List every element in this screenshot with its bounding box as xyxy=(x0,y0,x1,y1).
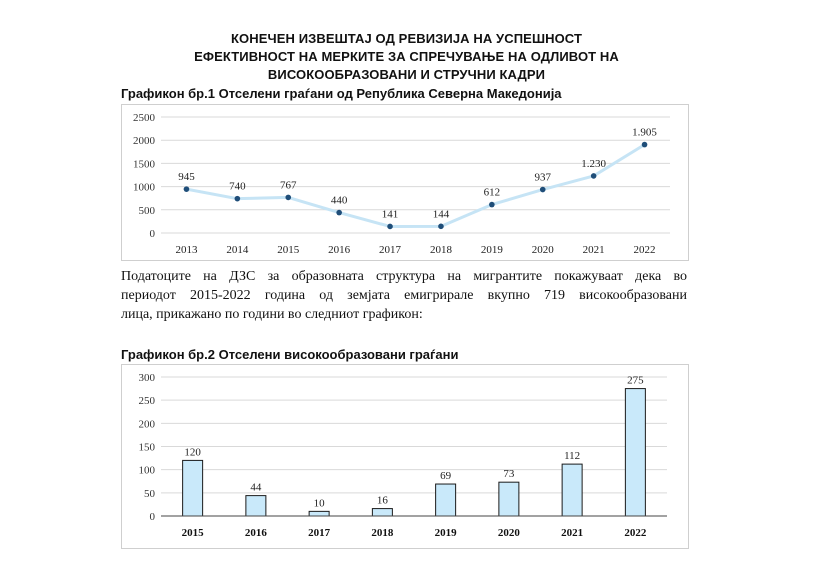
x-tick-label: 2014 xyxy=(226,244,249,256)
y-tick-label: 1500 xyxy=(133,158,155,171)
data-point xyxy=(336,210,342,216)
data-label: 1.230 xyxy=(581,157,607,170)
data-label: 112 xyxy=(564,450,581,463)
data-label: 275 xyxy=(627,374,644,387)
y-tick-label: 2000 xyxy=(133,135,155,148)
y-tick-label: 100 xyxy=(138,464,155,477)
x-tick-label: 2018 xyxy=(371,527,394,539)
y-tick-label: 500 xyxy=(138,204,155,217)
data-label: 440 xyxy=(330,194,348,207)
data-point xyxy=(184,186,190,192)
data-point xyxy=(642,142,648,148)
x-tick-label: 2015 xyxy=(277,244,300,256)
bar xyxy=(499,482,519,516)
x-tick-label: 2016 xyxy=(328,244,351,256)
data-label: 740 xyxy=(229,180,246,193)
data-point xyxy=(387,224,393,230)
x-tick-label: 2022 xyxy=(624,527,647,539)
data-point xyxy=(540,187,546,193)
x-tick-label: 2021 xyxy=(561,527,584,539)
data-point xyxy=(489,202,495,208)
x-tick-label: 2020 xyxy=(531,244,554,256)
y-tick-label: 50 xyxy=(144,487,155,500)
x-tick-label: 2017 xyxy=(379,244,402,256)
bar xyxy=(246,496,266,516)
body-paragraph xyxy=(121,267,687,324)
bar xyxy=(436,484,456,516)
report-title-line-2: ЕФЕКТИВНОСТ НА МЕРКИТЕ ЗА СПРЕЧУВАЊЕ НА ОДЛИВОТ НА xyxy=(194,49,619,64)
y-tick-label: 300 xyxy=(138,372,155,384)
paragraph-line-2: периодот 2015-2022 година од земјата емигрирале вкупно 719 високообразовани xyxy=(121,288,687,303)
paragraph-line-1: Податоците на ДЗС за образовната структура на мигрантите покажуваат дека во xyxy=(121,269,687,284)
series-line xyxy=(186,145,644,227)
x-tick-label: 2019 xyxy=(480,244,503,256)
x-tick-label: 2016 xyxy=(244,527,267,539)
data-point xyxy=(235,196,241,202)
data-label: 141 xyxy=(381,208,399,221)
data-label: 1.905 xyxy=(632,126,657,139)
bar xyxy=(309,511,329,516)
data-point xyxy=(285,195,291,201)
x-tick-label: 2022 xyxy=(633,244,656,256)
y-tick-label: 2500 xyxy=(133,112,155,124)
chart2-box xyxy=(121,364,689,549)
report-title-line-3: ВИСОКООБРАЗОВАНИ И СТРУЧНИ КАДРИ xyxy=(267,67,546,82)
x-tick-label: 2017 xyxy=(308,527,331,539)
data-label: 144 xyxy=(432,208,450,221)
data-point xyxy=(438,224,444,230)
report-title-line-1: КОНЕЧЕН ИЗВЕШТАЈ ОД РЕВИЗИЈА НА УСПЕШНОСТ xyxy=(230,31,583,46)
chart1-heading: Графикон бр.1 Отселени граѓани од Република Северна Македонија xyxy=(121,86,562,101)
chart1-box xyxy=(121,104,689,261)
data-label: 612 xyxy=(483,186,501,199)
paragraph-line-3: лица, прикажано по години во следниот графикон: xyxy=(121,307,423,322)
y-tick-label: 0 xyxy=(149,511,155,523)
data-label: 73 xyxy=(503,468,515,481)
bar-chart xyxy=(122,365,688,548)
bar xyxy=(625,389,645,516)
y-tick-label: 250 xyxy=(138,395,155,408)
x-tick-label: 2015 xyxy=(181,527,204,539)
data-label: 69 xyxy=(440,470,452,483)
bar xyxy=(562,464,582,516)
data-point xyxy=(591,173,597,179)
y-tick-label: 200 xyxy=(138,418,155,431)
x-tick-label: 2021 xyxy=(582,244,605,256)
x-tick-label: 2018 xyxy=(429,244,452,256)
x-tick-label: 2020 xyxy=(497,527,520,539)
data-label: 44 xyxy=(250,481,262,494)
bar xyxy=(372,509,392,516)
line-chart xyxy=(122,105,688,260)
data-label: 16 xyxy=(376,494,388,507)
data-label: 120 xyxy=(184,446,201,459)
data-label: 945 xyxy=(178,171,195,184)
data-label: 10 xyxy=(313,497,325,510)
data-label: 767 xyxy=(280,179,297,192)
y-tick-label: 150 xyxy=(138,441,155,454)
chart2-heading: Графикон бр.2 Отселени високообразовани граѓани xyxy=(121,347,459,362)
y-tick-label: 1000 xyxy=(133,181,155,194)
x-tick-label: 2019 xyxy=(434,527,457,539)
data-label: 937 xyxy=(534,171,551,184)
x-tick-label: 2013 xyxy=(175,244,198,256)
y-tick-label: 0 xyxy=(149,228,155,240)
bar xyxy=(183,460,203,516)
